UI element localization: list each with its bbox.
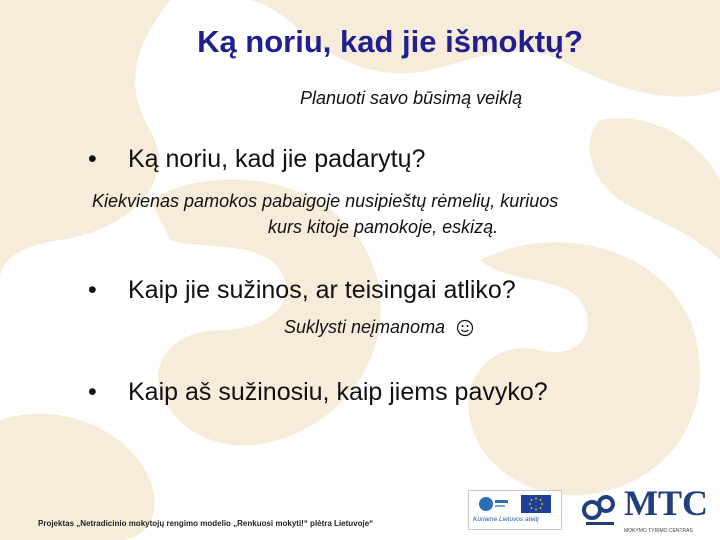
bullet-item xyxy=(88,378,548,407)
bullet-note-line: kurs kitoje pamokoje, eskizą. xyxy=(268,217,499,237)
bullet-symbol: • xyxy=(88,378,97,406)
mtc-logo-caption: MOKYMO TYRIMO CENTRAS xyxy=(624,528,693,534)
bullet-note xyxy=(284,317,474,338)
bullet-note-line: Kiekvienas pamokos pabaigoje nusipieštų rėmelių, kuriuos xyxy=(92,191,559,211)
slide-subtitle: Planuoti savo būsimą veiklą xyxy=(300,88,523,108)
mtc-logo-text: MTC xyxy=(624,483,708,523)
bullet-symbol: • xyxy=(88,145,97,173)
bullet-symbol: • xyxy=(88,276,97,304)
slide-title: Ką noriu, kad jie išmoktų? xyxy=(197,24,583,59)
footer-text: Projektas „Netradicinio mokytojų rengimo modelio „Renkuosi mokyti!“ plėtra Lietuvoje“ xyxy=(38,519,374,528)
bullet-item xyxy=(88,145,425,174)
eu-funds-logo xyxy=(468,490,562,530)
bullet-note xyxy=(92,188,558,240)
partner-logo-icon xyxy=(580,490,620,528)
mtc-logo xyxy=(624,483,718,534)
bullet-item xyxy=(88,276,516,305)
bullet-text: Kaip jie sužinos, ar teisingai atliko? xyxy=(128,276,516,304)
partner-logo xyxy=(580,490,620,528)
eu-flag-icon xyxy=(521,495,551,513)
bullet-text: Kaip aš sužinosiu, kaip jiems pavyko? xyxy=(128,378,548,406)
ministry-emblem-icon xyxy=(477,495,509,513)
eu-logo-caption: Kuriame Lietuvos ateitį xyxy=(473,516,539,523)
bullet-text: Ką noriu, kad jie padarytų? xyxy=(128,145,426,173)
bullet-note-text: Suklysti neįmanoma xyxy=(284,317,446,337)
smiley-icon xyxy=(456,319,474,337)
